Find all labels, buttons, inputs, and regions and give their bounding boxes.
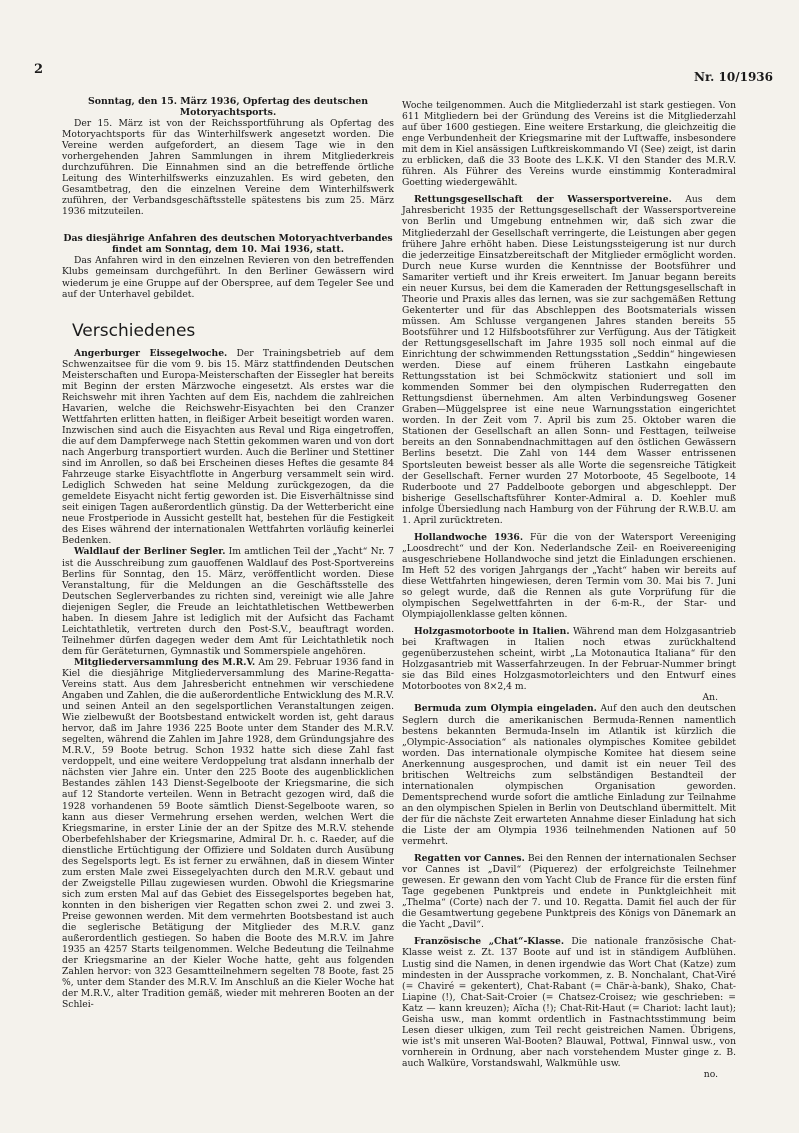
article-rettungsgesellschaft-head: Rettungsgesellschaft der Wassersportvereine. bbox=[414, 194, 672, 206]
article-eissegelwoche bbox=[62, 348, 394, 547]
notice-opfertag-title: Sonntag, den 15. März 1936, Opfertag des deutschen Motoryachtsports. bbox=[87, 96, 369, 118]
article-waldlauf-body: Im amtlichen Teil der „Yacht“ Nr. 7 ist die Ausschreibung zum gauoffenen Waldlauf des Post-Sportvereins Berlins für Sonntag, den 15. März, veröffentlicht worden. Diese Veranstaltung, für die Meldungen an die Geschäftsstelle des Deutschen Seglerverbandes zu richten sind, vereinigt wie alle Jahre diejenigen Segler, die Freude an leichtathletischen Wettbewerben haben. In diesem Jahre ist lediglich mit der Aufsicht das Fachamt Leichtathletik, vertreten durch den Post-S.V., beauftragt worden. Teilnehmer dürfen dagegen weder dem Amt für Leichtathletik noch dem für Geräteturnen, Gymnastik und Sommerspiele angehören. bbox=[62, 546, 395, 657]
article-chat-klasse-body: Die nationale französische Chat-Klasse weist z. Zt. 137 Boote auf und ist in ständigem Aufblühen. Lustig sind die Namen, in denen irgendwie das Wort Chat (Katze) zum mindesten in der Aussprache vorkommen, z. B. Nonchalant, Chat-Viré (= Chaviré = gekentert), Chat-Rabant (= Chär-à-bank), Shako, Chat-Liapine (!), Chat-Sait-Croier (= Chatsez-Croisez; wie geschrieben: = Katz — kann kreuzen); Aïcha (!); Chat-Rit-Haut (= Chariot: lacht laut); Geisha usw., man kommt ordentlich in Fastnachtsstimmung beim Lesen dieser ulkigen, zum Teil recht geistreichen Namen. Übrigens, wie ist's mit unseren Wal-Booten? Blauwal, Pottwal, Finnwal usw., von vornherein in Ordnung, aber nach vorstehendem Muster ginge z. B. auch Walküre, Vorstandswahl, Walkmühle usw. bbox=[402, 936, 736, 1069]
article-mrv-continued: Woche teilgenommen. Auch die Mitgliederzahl ist stark gestiegen. Von 611 Mitgliedern bei der Gründung des Vereins ist die Mitgliederzahl auf über 1600 gestiegen. Eine weitere Erstarkung, die gleichzeitig die enge Verbundenheit der Kriegsmarine mit der Luftwaffe, insbesondere mit dem in Kiel ansässigen Luftkreiskommando VI (See) zeigt, ist darin zu erblicken, daß die 33 Boote des L.K.K. VI den Stander des M.R.V. führen. Als Führer des Vereins wurde einstimmig Konteradmiral Goetting wiedergewählt. bbox=[402, 100, 736, 189]
article-bermuda bbox=[402, 703, 736, 847]
article-bermuda-head: Bermuda zum Olympia eingeladen. bbox=[414, 703, 597, 715]
notice-anfahren-body: Das Anfahren wird in den einzelnen Revieren von den betreffenden Klubs gemeinsam durchgeführt. In den Berliner Gewässern wird wiederum je eine Gruppe auf der Oberspree, auf dem Tegeler See und auf der Unterhavel gebildet. bbox=[62, 255, 394, 300]
article-holzgas bbox=[402, 626, 736, 692]
article-hollandwoche-head: Hollandwoche 1936. bbox=[414, 531, 524, 543]
article-chat-klasse bbox=[402, 936, 736, 1069]
issue-number: Nr. 10/1936 bbox=[693, 70, 773, 84]
notice-opfertag-body: Der 15. März ist von der Reichssportführung als Opfertag des Motoryachtsports für das Winterhilfswerk angesetzt worden. Die Vereine werden aufgefordert, an diesem Tage wie in den vorhergehenden Jahren Sammlungen in ihrem Mitgliederkreis durchzuführen. Die Einnahmen sind an die betreffende örtliche Leitung des Winterhilfswerks einzuzahlen. Es wird gebeten, den Gesamtbetrag, den die einzelnen Vereine dem Winterhilfswerk zuführen, der Verbandsgeschäftsstelle spätestens bis zum 25. März 1936 mitzuteilen. bbox=[62, 118, 394, 218]
notice-anfahren-title: Das diesjährige Anfahren des deutschen Motoryachtverbandes findet am Sonntag, dem 10. Mai 1936, statt. bbox=[63, 233, 393, 256]
article-hollandwoche-body: Für die von der Watersport Vereeniging „Loosdrecht“ und der Kon. Nederlandsche Zeil- en Roeivereeniging ausgeschriebene Hollandwoche sind jetzt die Einladungen erschienen. Im Heft 52 des vorigen Jahrgangs der „Yacht“ haben wir bereits auf diese Wettfahrten hingewiesen, deren Termin vom 30. Mai bis 7. Juni so gelegt wurde, daß die Rennen als gute Vorprüfung für die olympischen Segelwettfahrten in der 6-m-R., der Star- und Olympiajollenklasse gelten können. bbox=[402, 531, 736, 621]
article-holzgas-signature: An. bbox=[702, 692, 718, 704]
article-cannes-head: Regatten vor Cannes. bbox=[414, 853, 525, 865]
article-mrv bbox=[62, 657, 394, 1011]
article-eissegelwoche-head: Angerburger Eissegelwoche. bbox=[74, 347, 228, 359]
article-mrv-body: Am 29. Februar 1936 fand in Kiel die diesjährige Mitgliederversammlung des Marine-Regatta-Vereins statt. Aus dem Jahresbericht entnehmen wir verschiedene Angaben und Zahlen, die die außerordentliche Entwicklung des M.R.V. und seinen Anteil an den segelsportlichen Veranstaltungen zeigen. Wie zielbewußt der Bootsbestand entwickelt worden ist, geht daraus hervor, daß im Jahre 1936 225 Boote unter dem Stander des M.R.V. segelten, während die Zahlen im Jahre 1928, dem Gründungsjahre des M.R.V., 59 Boote betrug. Schon 1932 hatte sich diese Zahl fast verdoppelt, und eine weitere Verdoppelung trat alsdann innerhalb der nächsten vier Jahre ein. Unter den 225 Boote des augenblicklichen Bestandes zählen 143 Dienst-Segelboote der Kriegsmarine, die sich auf 12 Standorte verteilen. Wenn in Betracht gezogen wird, daß die 1928 vorhandenen 59 Boote sämtlich Dienst-Segelboote waren, so kann aus dieser Vermehrung ersehen werden, welchen Wert die Kriegsmarine, in erster Linie der an der Spitze des M.R.V. stehende Oberbefehlshaber der Kriegsmarine, Admiral Dr. h. c. Raeder, auf die dienstliche Ertüchtigung der Offiziere und Soldaten durch Ausübung des Segelsports legt. Es ist ferner zu erwähnen, daß in diesem Winter zum ersten Male zwei Eissegelyachten durch den M.R.V. gebaut und der Zweigstelle Pillau zugewiesen wurden. Obwohl die Kriegsmarine sich zum ersten Mal auf das Gebiet des Eissegelsportes begeben hat, konnten in den bisherigen vier Regatten schon zwei 2. und zwei 3. Preise gewonnen werden. Mit dem vermehrten Bootsbestand ist auch die seglerische Betätigung der Mitglieder des M.R.V. ganz außerordentlich gestiegen. So haben die Boote des M.R.V. im Jahre 1935 an 4257 Starts teilgenommen. Welche Bedeutung die Teilnahme der Kriegsmarine an der Kieler Woche hatte, geht aus folgenden Zahlen hervor: von 323 Gesamtteilnehmern segelten 78 Boote, fast 25 %, unter dem Stander des M.R.V. Im Anschluß an die Kieler Woche hat der M.R.V., alter Tradition gemäß, wieder mit mehreren Booten an der Schlei- bbox=[62, 656, 395, 1011]
article-holzgas-head: Holzgasmotorboote in Italien. bbox=[414, 626, 570, 638]
article-chat-klasse-signature: no. bbox=[703, 1068, 718, 1080]
page-number: 2 bbox=[34, 62, 44, 77]
article-holzgas-body: Während man dem Holzgasantrieb bei Kraftwagen in Italien noch etwas zurückhaltend gegenüberzustehen scheint, wirbt „La Motonautica Italiana“ für den Holzgasantrieb mit Wasserfahrzeugen. In der Februar-Nummer bringt sie das Bild eines Holzgasmotorleichters und den Entwurf eines Motorbootes von 8×2,4 m. bbox=[402, 626, 737, 693]
article-cannes bbox=[402, 853, 736, 930]
article-waldlauf-head: Waldlauf der Berliner Segler. bbox=[74, 546, 226, 558]
article-hollandwoche bbox=[402, 532, 736, 620]
article-chat-klasse-head: Französische „Chat“-Klasse. bbox=[414, 936, 565, 948]
section-title-verschiedenes: Verschiedenes bbox=[72, 320, 196, 341]
right-column bbox=[402, 100, 736, 1080]
article-waldlauf bbox=[62, 546, 394, 656]
article-rettungsgesellschaft bbox=[402, 194, 736, 525]
article-mrv-head: Mitgliederversammlung des M.R.V. bbox=[74, 656, 256, 668]
article-cannes-body: Bei den Rennen der internationalen Sechser vor Cannes ist „Davil“ (Piquerez) der erfolgreichste Teilnehmer gewesen. Er gewann den vom Yacht Club de France für die ersten fünf Tage gegebenen Punktpreis und endete in Punktgleichheit mit „Thelma“ (Corte) nach der 7. und 10. Regatta. Damit fiel auch der für die Gesamtwertung gegebene Punktpreis des Königs von Dänemark an die Yacht „Davil“. bbox=[402, 853, 737, 931]
article-bermuda-body: Auf den auch den deutschen Seglern durch die amerikanischen Bermuda-Rennen namentlich bestens bekannten Bermuda-Inseln im Atlantik ist kürzlich die „Olympic-Association“ als nationales olympisches Komitee gebildet worden. Das internationale olympische Komitee hat diesem seine Anerkennung ausgesprochen, und damit ist ein neuer Teil des britischen Weltreichs zum selbständigen Bestandteil der internationalen olympischen Organisation geworden. Dementsprechend wurde sofort die amtliche Einladung zur Teilnahme an den olympischen Spielen in Berlin von Deutschland übermittelt. Mit der für die nächste Zeit erwarteten Annahme dieser Einladung hat sich die Liste der am Olympia 1936 teilnehmenden Nationen auf 50 vermehrt. bbox=[402, 703, 737, 848]
left-column bbox=[62, 96, 394, 1010]
article-eissegelwoche-body: Der Trainingsbetrieb auf dem Schwenzaitsee für die vom 9. bis 15. März stattfindenden Deutschen Meisterschaften und Europa-Meisterschaften der Eissegler hat bereits mit Beginn der ersten Märzwoche eingesetzt. Als erstes war die Reichswehr mit ihren Yachten auf dem Eis, nachdem die zahlreichen Havarien, welche die Reichswehr-Eisyachten bei den Cranzer Wettfahrten erlitten hatten, in fleißiger Arbeit beseitigt worden waren. Inzwischen sind auch die Eisyachten aus Reval und Riga eingetroffen, die auf dem Dampferwege nach Stettin gekommen waren und von dort nach Angerburg transportiert wurden. Auch die Berliner und Stettiner sind im Anrollen, so daß bei Erscheinen dieses Heftes die gesamte 84 Fahrzeuge starke Eisyachtflotte in Angerburg versammelt sein wird. Lediglich Schweden hat seine Meldung zurückgezogen, da die gemeldete Eisyacht nicht fertig geworden ist. Die Eisverhältnisse sind seit einigen Tagen außerordentlich günstig. Da der Wetterbericht eine neue Frostperiode in Aussicht gestellt hat, bestehen für die Festigkeit des Eises während der internationalen Wettfahrten vorläufig keinerlei Bedenken. bbox=[62, 347, 395, 547]
article-rettungsgesellschaft-body: Aus dem Jahresbericht 1935 der Rettungsgesellschaft der Wassersportvereine von Berlin und Umgebung entnehmen wir, daß sich zwar die Mitgliederzahl der Gesellschaft verringerte, die Leistungen aber gegen frühere Jahre erhöht haben. Diese Leistungssteigerung ist nur durch die jederzeitige Einsatzbereitschaft der Mitglieder ermöglicht worden. Durch neue Kurse wurden die Kenntnisse der Bootsführer und Samariter vertieft und ihr Kreis erweitert. Im Januar begann bereits ein neuer Kursus, bei dem die Kameraden der Rettungsgesellschaft in Theorie und Praxis alles das lernen, was sie zur sachgemäßen Rettung Gekenterter und für das Abschleppen des Bootsmaterials wissen müssen. Am Schlusse vergangenen Jahres standen bereits 55 Bootsführer und 12 Hilfsbootsführer zur Verfügung. Aus der Tätigkeit der Rettungsgesellschaft im Jahre 1935 soll noch einmal auf die Einrichtung der schwimmenden Rettungsstation „Seddin“ hingewiesen werden. Diese auf einem früheren Lastkahn eingebaute Rettungsstation ist bei Schmöckwitz stationiert und soll im kommenden Sommer bei den olympischen Ruderregatten den Rettungsdienst übernehmen. Am alten Verbindungsweg Gosener Graben—Müggelspree ist eine neue Warnungsstation eingerichtet worden. In der Zeit vom 7. April bis zum 25. Oktober waren die Stationen der Gesellschaft an allen Sonn- und Festtagen, teilweise bereits an den Sonnabendnachmittagen auf den östlichen Gewässern Berlins besetzt. Die Zahl von 144 dem Wasser entrissenen Sportsleuten beweist besser als alle Worte die segensreiche Tätigkeit der Gesellschaft. Ferner wurden 27 Motorboote, 45 Segelboote, 14 Ruderboote und 27 Paddelboote geborgen und abgeschleppt. Der bisherige Gesellschaftsführer Konter-Admiral a. D. Koehler muß infolge Übersiedlung nach Hamburg von der Führung der R.W.B.U. am 1. April zurücktreten. bbox=[402, 194, 737, 526]
